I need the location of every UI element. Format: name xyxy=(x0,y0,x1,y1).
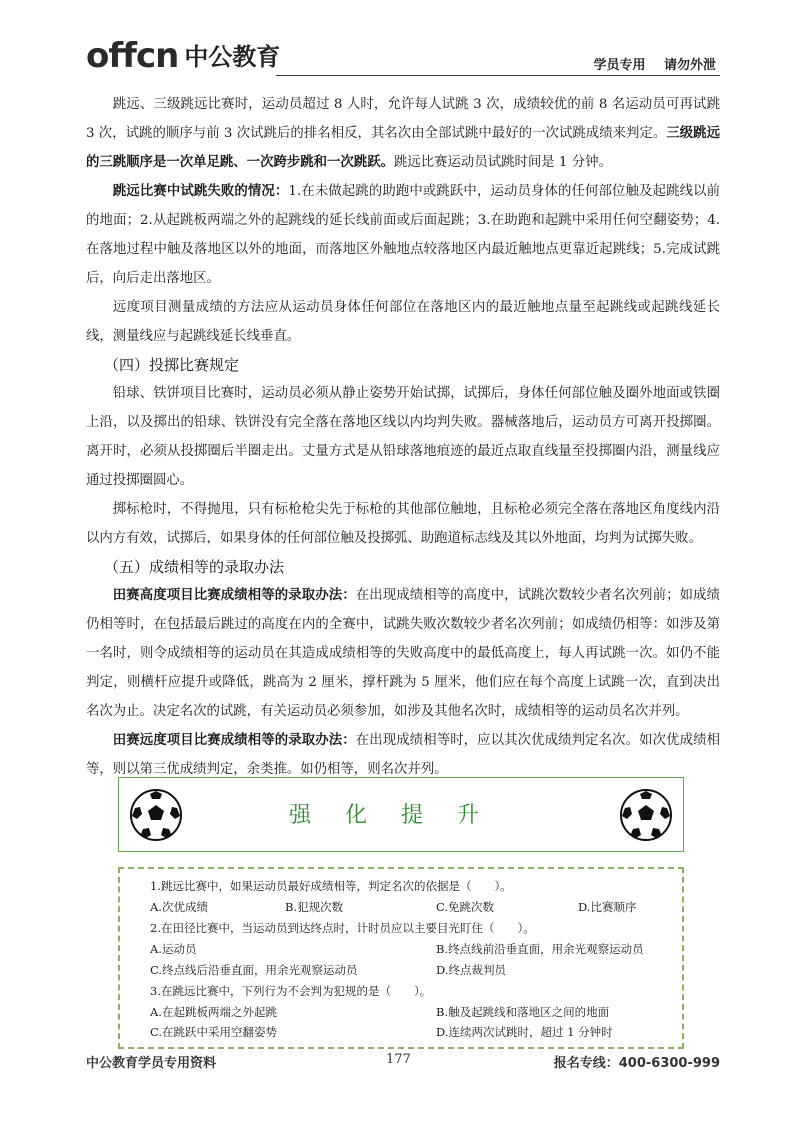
section-title-ties: （五）成绩相等的录取办法 xyxy=(104,558,285,576)
logo-text-en: offcn xyxy=(86,36,179,76)
q1-option-c: C.免跳次数 xyxy=(436,900,495,914)
header-tag-student: 学员专用 xyxy=(593,58,646,73)
q2-option-b: B.终点线前沿垂直面，用余光观察运动员 xyxy=(436,942,644,956)
brand-logo xyxy=(86,38,280,74)
header-tag-confidential: 请勿外泄 xyxy=(663,58,716,73)
quiz-box xyxy=(118,867,684,1049)
footer-hotline: 报名专线：400-6300-999 xyxy=(553,1056,720,1071)
text: 在出现成绩相等的高度中，试跳次数较少者名次列前；如成绩仍相等时，在包括最后跳过的高度在内的全赛中，试跳失败次数较少者名次列前；如成绩仍相等：如涉及第一名时，则令成绩相等的运动员在其造成成绩相等的失败高度中的最低高度上，每人再试跳一次。如仍不能判定，则横杆应提升或降低，跳高为 2 厘米，撑杆跳为 5 厘米，他们应在每个高度上试跳一次，直到决出名次为止。决定名次的试跳，有关运动员必须参加，如涉及其他名次时，成绩相等的运动员名次并列。 xyxy=(86,588,720,719)
text: 1.在未做起跳的助跑中或跳跃中，运动员身体的任何部位触及起跳线以前的地面；2.从起跳板两端之外的起跳线的延长线前面或后面起跳；3.在助跑和起跳中采用任何空翻姿势；4.在落地过程中触及落地区以外的地面，而落地区外触地点较落地区内最近触地点更靠近起跳线；5.完成试跳后，向后走出落地区。 xyxy=(86,184,720,286)
header-divider xyxy=(276,75,720,76)
question-2: 2.在田径比赛中，当运动员到达终点时，计时员应以主要目光盯住（ ）。 xyxy=(150,921,535,935)
bold-text: 跳远比赛中试跳失败的情况： xyxy=(112,183,289,199)
q3-option-c: C.在跳跃中采用空翻姿势 xyxy=(150,1025,278,1039)
text: 在出现成绩相等时，应以其次优成绩判定名次。如次优成绩相等，则以第三优成绩判定，余类推。如仍相等，则名次并列。 xyxy=(86,733,720,777)
page-footer xyxy=(86,1052,720,1076)
header-tags xyxy=(593,54,716,73)
paragraph-long-jump-trials xyxy=(86,90,720,177)
paragraph-javelin: 掷标枪时，不得抛甩，只有标枪枪尖先于标枪的其他部位触地，且标枪必须完全落在落地区角度线内沿以内方有效，试掷后，如果身体的任何部位触及投掷弧、助跑道标志线及其以外地面，均判为试掷失败。 xyxy=(86,502,720,546)
q1-option-a: A.次优成绩 xyxy=(150,900,208,914)
paragraph-shot-discus: 铅球、铁饼项目比赛时，运动员必须从静止姿势开始试掷，试掷后，身体任何部位触及圈外地面或铁圈上沿，以及掷出的铅球、铁饼没有完全落在落地区线以内均判失败。器械落地后，运动员方可离开投掷圈。离开时，必须从投掷圈后半圈走出。丈量方式是从铅球落地痕迹的最近点取直线量至投掷圈内沿，测量线应通过投掷圈圆心。 xyxy=(86,386,720,488)
practice-banner xyxy=(118,777,684,852)
question-1: 1.跳远比赛中，如果运动员最好成绩相等，判定名次的依据是（ ）。 xyxy=(150,879,512,893)
bold-text: 田赛高度项目比赛成绩相等的录取办法： xyxy=(112,587,356,603)
section-title-throwing: （四）投掷比赛规定 xyxy=(104,356,240,374)
paragraph-distance-ties xyxy=(86,726,720,784)
q3-option-a: A.在起跳板两端之外起跳 xyxy=(150,1005,277,1019)
bold-text: 田赛远度项目比赛成绩相等的录取办法： xyxy=(112,732,356,748)
text: 跳远比赛运动员试跳时间是 1 分钟。 xyxy=(393,155,612,170)
bold-text: 三级跳远的三跳顺序是一次单足跳、一次跨步跳和一次跳跃。 xyxy=(86,125,720,170)
question-3: 3.在跳远比赛中，下列行为不会判为犯规的是（ ）。 xyxy=(150,984,432,998)
footer-material-label: 中公教育学员专用资料 xyxy=(86,1056,217,1071)
text: 跳远、三级跳远比赛时，运动员超过 8 人时，允许每人试跳 3 次，成绩较优的前 8 名运动员可再试跳 3 次，试跳的顺序与前 3 次试跳后的排名相反，其名次由全部试跳中最好的一次试跳成绩来判定。 xyxy=(86,97,720,141)
q1-option-b: B.犯规次数 xyxy=(285,900,344,914)
banner-title: 强化提升 xyxy=(288,803,513,828)
q2-option-d: D.终点裁判员 xyxy=(436,963,506,977)
page-number: 177 xyxy=(386,1052,411,1067)
paragraph-measurement: 远度项目测量成绩的方法应从运动员身体任何部位在落地区内的最近触地点量至起跳线或起跳线延长线，测量线应与起跳线延长线垂直。 xyxy=(86,300,720,344)
main-content xyxy=(86,90,720,784)
logo-text-zh: 中公教育 xyxy=(184,43,281,71)
q3-option-b: B.触及起跳线和落地区之间的地面 xyxy=(436,1005,610,1019)
soccer-ball-icon xyxy=(619,788,673,842)
page-header xyxy=(86,38,720,82)
q1-option-d: D.比赛顺序 xyxy=(578,900,637,914)
paragraph-height-ties xyxy=(86,581,720,726)
paragraph-trial-failure xyxy=(86,177,720,293)
q2-option-c: C.终点线后沿垂直面，用余光观察运动员 xyxy=(150,963,358,977)
q3-option-d: D.连续两次试跳时，超过 1 分钟时 xyxy=(436,1025,613,1039)
q2-option-a: A.运动员 xyxy=(150,942,197,956)
